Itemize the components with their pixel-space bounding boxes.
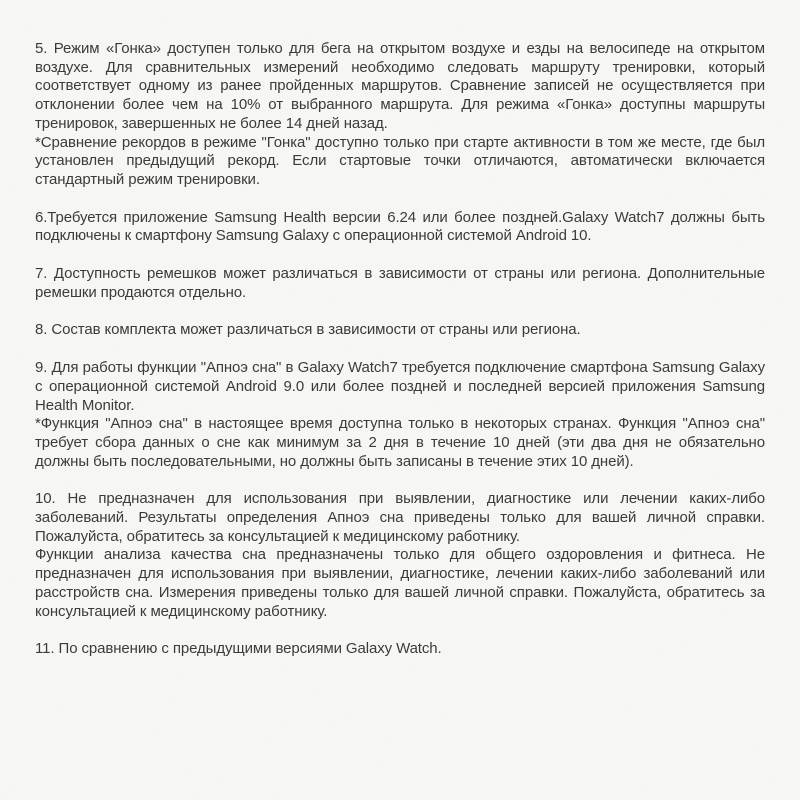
footnote-asterisk-note: *Сравнение рекордов в режиме "Гонка" доступно только при старте активности в том же месте, где был установлен предыдущий рекорд. Если стартовые точки отличаются, автоматически включается стандартный режим тренировки.: [35, 133, 765, 188]
footnote-paragraph: 9. Для работы функции "Апноэ сна" в Galaxy Watch7 требуется подключение смартфона Samsung Galaxy с операционной системой Android 9.0 или более поздней и последней версией приложения Samsung Health Monitor.: [35, 359, 765, 414]
footnote-paragraph: 8. Состав комплекта может различаться в зависимости от страны или региона.: [35, 321, 581, 339]
footnote-block-5: [35, 40, 765, 190]
footnote-block-6: [35, 209, 765, 246]
footnote-block-10: [35, 490, 765, 621]
footnote-paragraph: 11. По сравнению с предыдущими версиями Galaxy Watch.: [35, 640, 442, 658]
footnote-paragraph: 6.Требуется приложение Samsung Health версии 6.24 или более поздней.Galaxy Watch7 должны быть подключены к смартфону Samsung Galaxy с операционной системой Android 10.: [35, 208, 765, 245]
footnote-block-9: [35, 359, 765, 471]
footnote-block-7: [35, 265, 765, 302]
footnote-paragraph: Функции анализа качества сна предназначены только для общего оздоровления и фитнеса. Не предназначен для использования при выявлении, диагностике, лечении каких-либо заболеваний или расстройств сна. Измерения приведены только для вашей личной справки. Пожалуйста, обратитесь за консультацией к медицинскому работнику.: [35, 546, 765, 620]
footnote-asterisk-note: *Функция "Апноэ сна" в настоящее время доступна только в некоторых странах. Функция "Апноэ сна" требует сбора данных о сне как минимум за 2 дня в течение 10 дней (эти два дня не обязательно должны быть последовательными, но должны быть записаны в течение этих 10 дней).: [35, 415, 765, 470]
footnote-block-8: [35, 321, 765, 340]
footnote-paragraph: 7. Доступность ремешков может различаться в зависимости от страны или региона. Дополнительные ремешки продаются отдельно.: [35, 265, 765, 301]
footnote-block-11: [35, 640, 765, 659]
footnote-paragraph: 5. Режим «Гонка» доступен только для бега на открытом воздухе и езды на велосипеде на открытом воздухе. Для сравнительных измерений необходимо следовать маршруту тренировки, который соответствует одному из ранее пройденных маршрутов. Сравнение записей не осуществляется при отклонении более чем на 10% от выбранного маршрута. Для режима «Гонка» доступны маршруты тренировок, завершенных не более 14 дней назад.: [35, 40, 765, 132]
footnote-paragraph: 10. Не предназначен для использования при выявлении, диагностике или лечении каких-либо заболеваний. Результаты определения Апноэ сна приведены только для вашей личной справки. Пожалуйста, обратитесь за консультацией к медицинскому работнику.: [35, 490, 765, 545]
